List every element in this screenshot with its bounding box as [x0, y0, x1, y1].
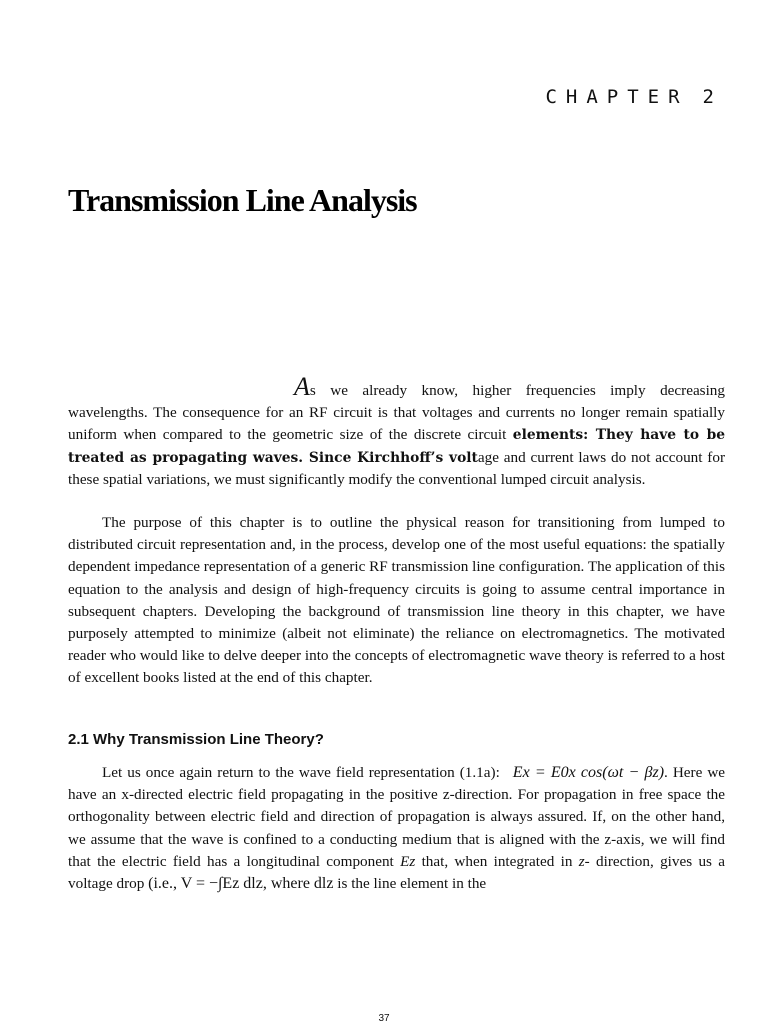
voltage-drop-formula: (i.e., V = −∫Ez dlz, where dlz [148, 875, 334, 893]
wave-formula: Ex = E0x cos(ωt − βz) [512, 764, 665, 781]
intro-text-part1: s we already know, higher frequencies imply decreasing wavelengths. The consequence for an RF circuit is that voltages and currents no longer remain spatially uniform when compared to the geometric size of the discrete circuit [68, 382, 725, 444]
chapter-label [545, 86, 714, 108]
intro-paragraph [68, 374, 725, 491]
chapter-number: 2 [702, 86, 714, 108]
section-paragraph: Let us once again return to the wave field representation (1.1a): Ex = E0x cos(ωt − βz). Here we have an x-directed electric field propagating in the positive z-direction. For propagation in free space the orthogonality between electric field and direction of propagation is always assured. If, on the other hand, we assume that the wave is confined to a conducting medium that is aligned with the z-axis, we will find that the electric field has a longitudinal component Ez that, when integrated in z- direction, gives us a voltage drop (i.e., V = −∫Ez dlz, where dlz is the line element in the [68, 764, 726, 893]
section-text-mid3: direction, gives us a voltage drop [68, 852, 725, 893]
section-heading: 2.1 Why Transmission Line Theory? [68, 731, 324, 748]
drop-cap: A [294, 372, 310, 401]
chapter-title: Transmission Line Analysis [68, 182, 417, 218]
section-text-mid: Here we have an x-directed electric field propagating in the positive z-direction. For propagation in free space the orthogonality between electric field and direction of propagation is always assured. If, on the other hand, we assume that the wave is confined to a conducting medium that is aligned with the z-axis, we will find that the electric field has a longitudinal component [68, 764, 726, 870]
section-text-end: is the line element in the [337, 875, 487, 893]
page-number: 37 [378, 1013, 390, 1024]
ez-symbol: Ez [400, 852, 416, 870]
z-symbol: z- [578, 852, 590, 870]
section-text-start: Let us once again return to the wave field representation (1.1a): [102, 764, 500, 781]
purpose-paragraph: The purpose of this chapter is to outline the physical reason for transitioning from lumped to distributed circuit representation and, in the process, develop one of the most useful equations: the spatially dependent impedance representation of a generic RF transmission line configuration. The application of this equation to the analysis and design of high-frequency circuits is going to assume central importance in subsequent chapters. Developing the background of transmission line theory in this chapter, we have purposely attempted to minimize (albeit not eliminate) the reliance on electromagnetics. The motivated reader who would like to delve deeper into the concepts of electromagnetic wave theory is referred to a host of excellent books listed at the end of this chapter. [68, 514, 725, 687]
section-text-mid2: that, when integrated in [421, 852, 573, 870]
chapter-word: CHAPTER [545, 86, 689, 108]
intro-bold-run: elements: They have to be treated as propagating waves. Since Kirchhoff’s volt [68, 427, 725, 466]
intro-text-part2: age and current laws do not account for these spatial variations, we must significantly modify the conventional lumped circuit analysis. [68, 448, 726, 488]
